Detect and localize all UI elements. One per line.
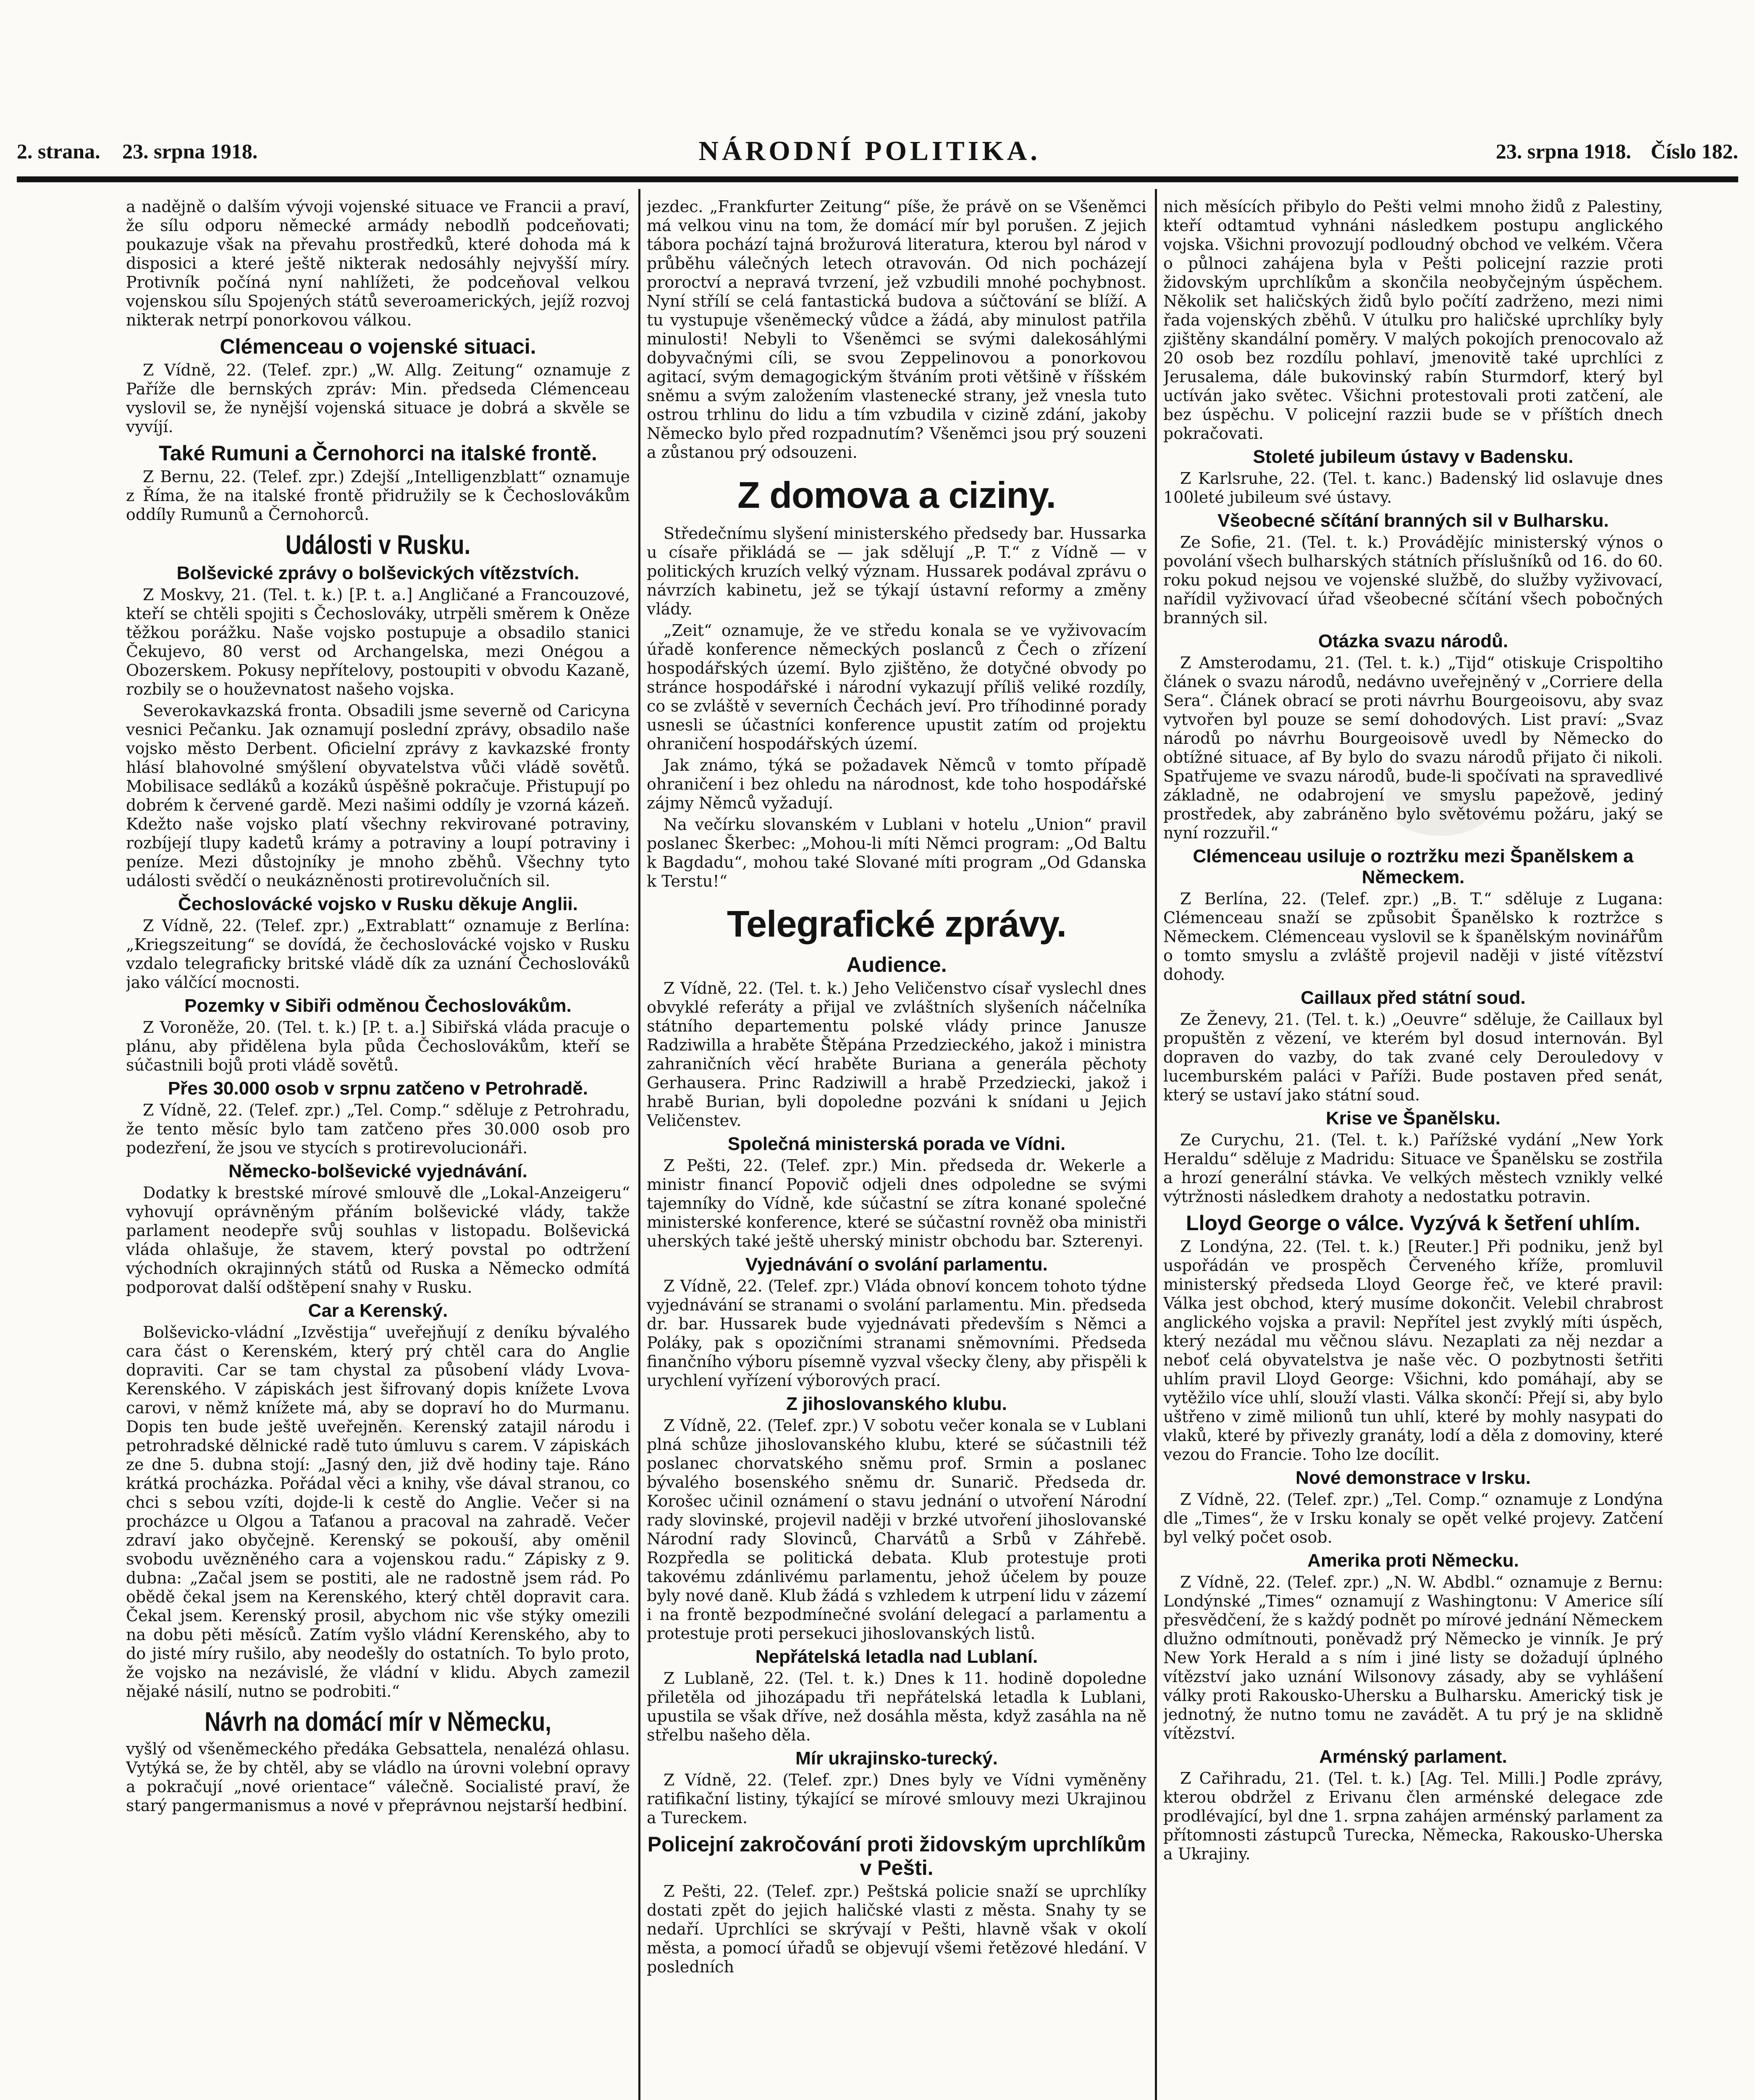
article-text: Z Amsterodamu, 21. (Tel. t. k.) „Tijd“ otiskuje Crispoltiho článek o svazu národů, nedávno uveřejněný v „Corriere della Sera“. Článek obrací se proti návrhu Bourgeoisovu, aby svaz vytvořen byl pouze se semí dohodových. List praví: „Svaz národů po návrhu Bourgeoisově uvedl by Německo do obtížné situace, af By bylo do svazu národů přijato či nikoli. Spatřujeme ve svazu národů, bude-li spočívati na spravedlivé základně, ne odabrojení ve smyslu papežově, jediný prostředek, aby zabráněno bylo světovému požáru, jaký se nyní rozzuřil.“ bbox=[1163, 654, 1663, 842]
headline-mir: Mír ukrajinsko-turecký. bbox=[795, 1748, 998, 1769]
headline-letadla: Nepřátelská letadla nad Lublaní. bbox=[755, 1646, 1038, 1667]
article-continuation: a nadějně o dalším vývoji vojenské situace ve Francii a praví, že sílu odporu německé armády nebodlň podceňovati; poukazuje však na převahu prostředků, které dohoda má k disposici a které ještě nikterak nedosáhly nejvyšší míry. Protivník počíná nyní nahlížeti, že podceňoval velkou vojenskou sílu Spojených států severoamerických, jejíž rozvoj nikterak netrpí ponorkovou válkou. bbox=[126, 197, 630, 329]
column-2 bbox=[647, 197, 1146, 2100]
column-rule bbox=[1155, 189, 1157, 2100]
headline-klub: Z jihoslovanského klubu. bbox=[786, 1394, 1007, 1414]
article-text: Z Vídně, 22. (Tel. t. k.) Jeho Veličenstvo císař vyslechl dnes obvyklé referáty a přijal ve zvláštních slyšeních náčelníka státního departementu polské vlády prince Janusze Radziwilla a hraběte Štěpána Przedzieckého, jakož i ministra zahraničních věcí hraběte Buriana a generála pěchoty Gerhausera. Princ Radziwill a hrabě Przedziecki, jakož i hrabě Burian, byli dopoledne pozváni k snídani u Jejich Veličenstev. bbox=[647, 979, 1146, 1130]
headline-audience: Audience. bbox=[846, 953, 947, 976]
headline-rumuni: Také Rumuni a Černohorci na italské frontě. bbox=[159, 441, 597, 465]
article-text: Ze Curychu, 21. (Tel. t. k.) Pařížské vydání „New York Heraldu“ sděluje z Madridu: Situace ve Španělsku se zostřila a hrozí generální stávka. Ve velkých městech vznikly velké výtržnosti následkem drahoty a nedostatku potravin. bbox=[1163, 1131, 1663, 1206]
headline-policie: Policejní zakročování proti židovským uprchlíkům v Pešti. bbox=[647, 1832, 1146, 1880]
headline-clemenceau-situation: Clémenceau o vojenské situaci. bbox=[220, 335, 536, 358]
headline-cs-vojsko: Čechoslovácké vojsko v Rusku děkuje Anglii. bbox=[178, 894, 578, 914]
header-date-right: 23. srpna 1918. bbox=[1495, 139, 1632, 163]
article-continuation: nich měsících přibylo do Pešti velmi mnoho židů z Palestiny, kteří odtamtud vyhnáni následkem postupu anglického vojska. Všichni provozují podloudný obchod ve velkém. Včera o půlnoci zahájena byla v Pešti policejní razzie proti židovským uprchlíkům a skončila neobyčejným úspěchem. Několik set haličských židů bylo počítí zadrženo, mezi nimi řada vojenských zběhů. V útulku pro haličské uprchlíky byly zjištěny skandální poměry. V malých pokojích prenocovalo až 20 osob bez rozdílu pohlaví, jmenovitě také uprchlíci z Jerusalema, dále bukovinský rabín Sturmdorf, který byl uctíván jako světec. Všichni protestovali proti zatčení, ale bez úspěchu. V policejní razzii bude se v příštích dnech pokračovati. bbox=[1163, 197, 1663, 443]
article-text: Z Pešti, 22. (Telef. zpr.) Peštská policie snaží se uprchlíky dostati zpět do jejich haličské vlasti z města. Snahy ty se nedaří. Uprchlíci se skrývají v Pešti, hlavně však v okolí města, a pomocí úřadů se objevují všemi řetězové hledání. V posledních bbox=[647, 1882, 1146, 1976]
article-text: Z Vídně, 22. (Telef. zpr.) „Tel. Comp.“ oznamuje z Londýna dle „Times“, že v Irsku konaly se opět velké projevy. Zatčení byl velký počet osob. bbox=[1163, 1490, 1663, 1546]
article-text: Dodatky k brestské mírové smlouvě dle „Lokal-Anzeigeru“ vyhovují oprávněným přáním bolševické vlády, takže parlament neodepře svůj souhlas v listopadu. Bolševická vláda ohlašuje, že stavem, který povstal po odtržení východních okrajinných států od Ruska a Německo odmítá podporovat další odštěpení snahy v Rusku. bbox=[126, 1184, 630, 1297]
column-1 bbox=[126, 197, 630, 2100]
headline-svolani: Vyjednávání o svolání parlamentu. bbox=[745, 1254, 1048, 1275]
header-date-left: 23. srpna 1918. bbox=[122, 139, 258, 163]
article-text: Z Vídně, 22. (Telef. zpr.) Vláda obnoví koncem tohoto týdne vyjednávání se stranami o svolání parlamentu. Min. předseda dr. bar. Hussarek bude vyjednávati především s Němci a Poláky, pak s opozičními stranami sněmovními. Předseda finančního výboru písemně vyzval všecky členy, aby přispěli k urychlení vyřízení výborových prací. bbox=[647, 1277, 1146, 1390]
headline-armensky: Arménský parlament. bbox=[1319, 1746, 1507, 1767]
article-text: Středečnímu slyšení ministerského předsedy bar. Hussarka u císaře přikládá se — jak sdělují „P. T.“ z Vídně — v politických kruzích velký význam. Hussarek podával zprávu o návrzích kabinetu, jež se týkají ústavní reformy a změny vlády. bbox=[647, 524, 1146, 618]
headline-porada: Společná ministerská porada ve Vídni. bbox=[727, 1134, 1066, 1154]
issue-number: Číslo 182. bbox=[1650, 139, 1738, 163]
article-text: Z Bernu, 22. (Telef. zpr.) Zdejší „Intelligenzblatt“ oznamuje z Říma, že na italské frontě přidružily se k Čechoslovákům oddíly Rumunů a Černohorců. bbox=[126, 467, 630, 524]
headline-scitani: Všeobecné sčítání branných sil v Bulharsku. bbox=[1217, 510, 1609, 531]
headline-svaz-narodu: Otázka svazu národů. bbox=[1318, 631, 1508, 651]
header-right bbox=[1482, 139, 1738, 163]
article-text: Z Vídně, 22. (Telef. zpr.) „N. W. Abdbl.“ oznamuje z Bernu: Londýnské „Times“ oznamují z Washingtonu: V Americe sílí přesvědčení, že s každý podnět po mírové jednání Německem dlužno odmítnouti, poněvadž prý Německo je vinník. Je prý New York Herald a s ním i jiné listy se dožadují úplného vítězství jako uznání Wilsonovy zásady, aby se vyhlášení války proti Rakousko-Uhersku a Bulharsku. Americký tisk je jednotný, že nutno tomu ne zavádět. A tu prý je na sklidně vítězství. bbox=[1163, 1573, 1663, 1743]
article-text: Z Vídně, 22. (Telef. zpr.) „Tel. Comp.“ sděluje z Petrohradu, že tento měsíc bylo tam zatčeno přes 30.000 osob pro podezření, že jsou ve stycích s protirevolucionáři. bbox=[126, 1101, 630, 1157]
header-left bbox=[17, 139, 257, 163]
article-text: Z Vídně, 22. (Telef. zpr.) „W. Allg. Zeitung“ oznamuje z Paříže dle bernských zpráv: Min. předseda Clémenceau vyslovil se, že nynější vojenská situace je dobrá a skvěle se vyvíjí. bbox=[126, 361, 630, 436]
section-heading-domov: Z domova a ciziny. bbox=[737, 474, 1056, 516]
article-text: Z Vídně, 22. (Telef. zpr.) Dnes byly ve Vídni vyměněny ratifikační listiny, týkající se mírové smlouvy mezi Ukrajinou a Tureckem. bbox=[647, 1771, 1146, 1827]
article-continuation: jezdec. „Frankfurter Zeitung“ píše, že právě on se Všeněmci má velkou vinu na tom, že domácí mír byl porušen. Z jejich tábora pochází tajná brožurová literatura, kterou byl národ v průběhu válečných letech otravován. Od nich pocházejí proroctví a nepravá tvrzení, jež vzbudili mnohé pochybnost. Nyní střílí se celá fantastická budova a súčtování se blíží. A tu vystupuje všeněmecký vůdce a žádá, aby minulost patřila minulosti! Nebyli to Všeněmci se svými dalekosáhlými dobyvačnými cíli, se svou Zeppelinovou a ponorkovou agitací, svým demagogickým štváním proti většině v říšském sněmu a svým založením vlastenecké strany, jež vnesla tuto ostrou trhlinu do lidu a tím vzbudila v cizině zdání, jakoby Německo bylo před rozpadnutím? Všeněmci jsou prý souzeni a zůstanou prý odsouzeni. bbox=[647, 197, 1146, 462]
headline-30000: Přes 30.000 osob v srpnu zatčeno v Petrohradě. bbox=[168, 1078, 588, 1099]
headline-clemenceau-spanelsko: Clémenceau usiluje o roztržku mezi Španělskem a Německem. bbox=[1193, 846, 1634, 887]
column-rule bbox=[638, 189, 640, 2100]
article-text: Ze Sofie, 21. (Tel. t. k.) Provádějíc ministerský výnos o povolání všech bulharských státních příslušníků od 16. do 60. roku pokud nejsou ve vojenské službě, do služby vyživovací, nařídil vyživovací úřad všeobecné sčítání všech pobočných branných sil. bbox=[1163, 533, 1663, 627]
article-text: Z Moskvy, 21. (Tel. t. k.) [P. t. a.] Angličané a Francouzové, kteří se chtěli spojiti s Čechoslováky, utrpěli směrem k Oněze těžkou porážku. Naše vojsko postupuje a obsadilo stanici Čekujevo, 80 verst od Archangelska, mezi Onégou a Obozerskem. Pokusy nepřítelovy, postoupiti v obvodu Kazaně, rozbily se o houževnatost našeho vojska. bbox=[126, 585, 630, 698]
section-heading-telegraficke: Telegrafické zprávy. bbox=[727, 903, 1067, 945]
masthead-title: NÁRODNÍ POLITIKA. bbox=[698, 136, 1041, 166]
page-number: 2. strana. bbox=[17, 139, 100, 163]
article-text: Z Berlína, 22. (Telef. zpr.) „B. T.“ sděluje z Lugana: Clémenceau snaží se způsobit Španělsko k roztržce s Německem. Clémenceau vyslovil se k španělským novinářům o tomto smyslu a zvláště projevil naději v jisté vítězství dohody. bbox=[1163, 890, 1663, 984]
article-text: Z Cařihradu, 21. (Tel. t. k.) [Ag. Tel. Milli.] Podle zprávy, kterou obdržel z Erivanu člen arménské delegace zde prodlévající, byl dne 1. srpna zahájen arménský parlament za přítomnosti zástupců Turecka, Německa, Rakousko-Uherska a Ukrajiny. bbox=[1163, 1769, 1663, 1863]
headline-udalosti-v-rusku: Události v Rusku. bbox=[285, 530, 471, 560]
headline-krise: Krise ve Španělsku. bbox=[1326, 1108, 1501, 1129]
subheadline-bolsevici: Bolševické zprávy o bolševických vítězstvích. bbox=[176, 563, 580, 583]
article-text: Na večírku slovanském v Lublani v hotelu „Union“ pravil poslanec Škerbec: „Mohou-li míti Němci program: „Od Baltu k Bagdadu“, mohou také Slované míti program „Od Gdanska k Terstu!“ bbox=[647, 815, 1146, 890]
headline-lloyd-george: Lloyd George o válce. Vyzývá k šetření uhlím. bbox=[1186, 1211, 1640, 1235]
article-text: Jak známo, týká se požadavek Němců v tomto případě ohraničení i bez ohledu na národnost, kde toho hospodářské zájmy Němců vyžadují. bbox=[647, 756, 1146, 812]
headline-irsko: Nové demonstrace v Irsku. bbox=[1295, 1467, 1531, 1488]
column-3 bbox=[1163, 197, 1663, 2100]
article-text: Z Lublaně, 22. (Tel. t. k.) Dnes k 11. hodině dopoledne přiletěla od jihozápadu tři nepřátelská letadla k Lublani, upustila se však dříve, než dosáhla města, když zasáhla na ně střelbu našeho děla. bbox=[647, 1669, 1146, 1744]
page-header bbox=[17, 126, 1738, 182]
article-text: Z Vídně, 22. (Telef. zpr.) V sobotu večer konala se v Lublani plná schůze jihoslovanského klubu, které se súčastnili též poslanec chorvatského sněmu prof. Srmin a poslanec bývalého bosenského sněmu dr. Sunarič. Předseda dr. Korošec učinil oznámení o stavu jednání o utvoření Národní rady slovinské, projevil naději v brzké utvoření jihoslovanské Národní rady Slovinců, Charvátů a Srbů v Záhřebě. Rozpředla se politická debata. Klub protestuje proti takovému zdánlivému parlamentu, jehož účelem by pouze byly nové daně. Klub žádá s vzhledem k utrpení lidu v zázemí i na frontě bezpodmínečné svolání delegací a parlamentu a protestuje proti persekuci jihoslovanských listů. bbox=[647, 1416, 1146, 1643]
headline-car-kerensky: Car a Kerenský. bbox=[308, 1300, 448, 1321]
headline-caillaux: Caillaux před státní soud. bbox=[1301, 987, 1526, 1008]
article-text: vyšlý od všeněmeckého předáka Gebsattela, nenalézá ohlasu. Vytýká se, že by chtěl, aby se vládlo na úrovni volební opravy a pokračují „nové orientace“ válečně. Socialisté praví, že starý pangermanismus a nové v přeprávnou nejstarší hedbiní. bbox=[126, 1740, 630, 1815]
article-text: Z Voroněže, 20. (Tel. t. k.) [P. t. a.] Sibiřská vláda pracuje o plánu, aby přidělena byla půda Čechoslovákům, kteří se súčastnili bojů proti vládě sovětů. bbox=[126, 1018, 630, 1074]
headline-posemky: Pozemky v Sibiři odměnou Čechoslovákům. bbox=[184, 995, 572, 1016]
headline-vyjednavani: Německo-bolševické vyjednávání. bbox=[228, 1161, 527, 1181]
headline-amerika: Amerika proti Německu. bbox=[1307, 1550, 1519, 1571]
article-text: Z Pešti, 22. (Telef. zpr.) Min. předseda dr. Wekerle a ministr financí Popovič odjeli dnes odpoledne se svými tajemníky do Vídně, kde súčastní se zítra konané společné ministerské konference, které se súčastní rovněž oba ministři uherských také ještě uherský ministr obchodu bar. Szterenyi. bbox=[647, 1156, 1146, 1250]
article-text: Ze Ženevy, 21. (Tel. t. k.) „Oeuvre“ sděluje, že Caillaux byl propuštěn z vězení, ve kterém byl dosud internován. Byl dopraven do vazby, do tak zvané cely Derouledovy v lucemburském paláci v Paříži. Bude postaven před senát, který se ustaví jako státní soud. bbox=[1163, 1010, 1663, 1104]
headline-navrh: Návrh na domácí mír v Německu, bbox=[205, 1706, 551, 1737]
article-text: Severokavkazská fronta. Obsadili jsme severně od Caricyna vesnici Pečanku. Jak oznamují poslední zprávy, obsadilo naše vojsko město Derbent. Oficielní zprávy z kavkazské fronty hlásí blahovolné smýšlení obyvatelstva vůči vládě sovětů. Mobilisace sedláků a kozáků úspěšně pokračuje. Přistupují po dobrém k červené gardě. Mezi našimi oddíly je vzorná kázeň. Kdežto naše vojsko platí všechny rekvirované potraviny, rozbíjejí tlupy kadetů krámy a potraviny a loupí potraviny i peníze. Mezi důstojníky je mnoho zběhů. Všechny tyto události svědčí o neukázněnosti protirevolučních sil. bbox=[126, 701, 630, 890]
article-text: Bolševicko-vládní „Izvěstija“ uveřejňují z deníku bývalého cara část o Kerenském, který prý chtěl cara do Anglie dopraviti. Car se tam chystal za působení vlády Lvova-Kerenského. V zápiskách jest šifrovaný dopis knížete Lvova carovi, v němž knížete má, aby se dopraví ho do Murmanu. Dopis ten bude ještě uveřejněn. Kerenský zatajil národu i petrohradské dělnické radě tuto úmluvu s carem. V zápiskách ze dne 5. dubna stojí: „Jasný den, již dvě hodiny taje. Ráno krátká procházka. Pořádal věci a knihy, vše dával stranou, co chci s sebou vzíti, dojde-li k cestě do Anglie. Večer si na procházce u Olgou a Taťanou a pracoval na zahradě. Večer zdraví jako obyčejně. Kerenský se pokouší, aby oměnil svobodu uvězněného cara a vojenskou radu.“ Zápisky z 9. dubna: „Začal jsem se postiti, ale ne radostně jsem rád. Po obědě čekal jsem na Kerenského, který chtěl dopravit cara. Čekal jsem. Kerenský prosil, abychom nic vše stýky omezili na dobu pěti měsíců. Zatím vyšlo vládní Kerenského, aby to do jisté míry rušilo, aby neodešly do ostatních. To bylo proto, že vojsko na nezávislé, že vládní v klidu. Abych zamezil nějaké násilí, nutno se podrobiti.“ bbox=[126, 1323, 630, 1701]
article-text: Z Londýna, 22. (Tel. t. k.) [Reuter.] Při podniku, jenž byl uspořádán ve prospěch Červeného kříže, promluvil ministerský předseda Lloyd George řeč, ve které pravil: Válka jest obchod, který musíme dokončit. Velebil chrabrost anglického vojska a pravil: Nepřítel jest zvyklý míti úspěch, který nezádal mu věčnou slávu. Nezaplati za něj nezdar a neboť celá obyvatelstva je naše věc. O pozbytnosti šetřiti uhlím pravil Lloyd George: Všichni, kdo pomáhají, aby se vytěžilo více uhlí, slouží vlasti. Válka skončí: Přejí si, aby bylo uštřeno v zimě milionů tun uhlí, které by mohly nasypati do vlaků, které by přivezly granáty, lodí a děla z domoviny, které vezou do Francie. Toho lze docílit. bbox=[1163, 1237, 1663, 1464]
headline-jubileum: Stoleté jubileum ústavy v Badensku. bbox=[1253, 446, 1574, 467]
article-text: Z Vídně, 22. (Telef. zpr.) „Extrablatt“ oznamuje z Berlína: „Kriegszeitung“ se dovídá, že čechoslovácké vojsko v Rusku vzdalo telegraficky britské vládě dík za uznání Čechoslováků jako válčící mocnosti. bbox=[126, 916, 630, 992]
article-text: „Zeit“ oznamuje, že ve středu konala se ve vyživovacím úřadě konference německých poslanců z Čech o zřízení hospodářských území. Bylo zjištěno, že dotyčné obvody po stránce hospodářské i národní vykazují příliš veliké rozdíly, co se zvláště v severních Čechách jeví. Pro tříhodinné porady usnesli se účastníci konference upustit zatím od projektu ohraničení hospodářských území. bbox=[647, 621, 1146, 753]
article-text: Z Karlsruhe, 22. (Tel. t. kanc.) Badenský lid oslavuje dnes 100leté jubileum své ústavy. bbox=[1163, 469, 1663, 507]
